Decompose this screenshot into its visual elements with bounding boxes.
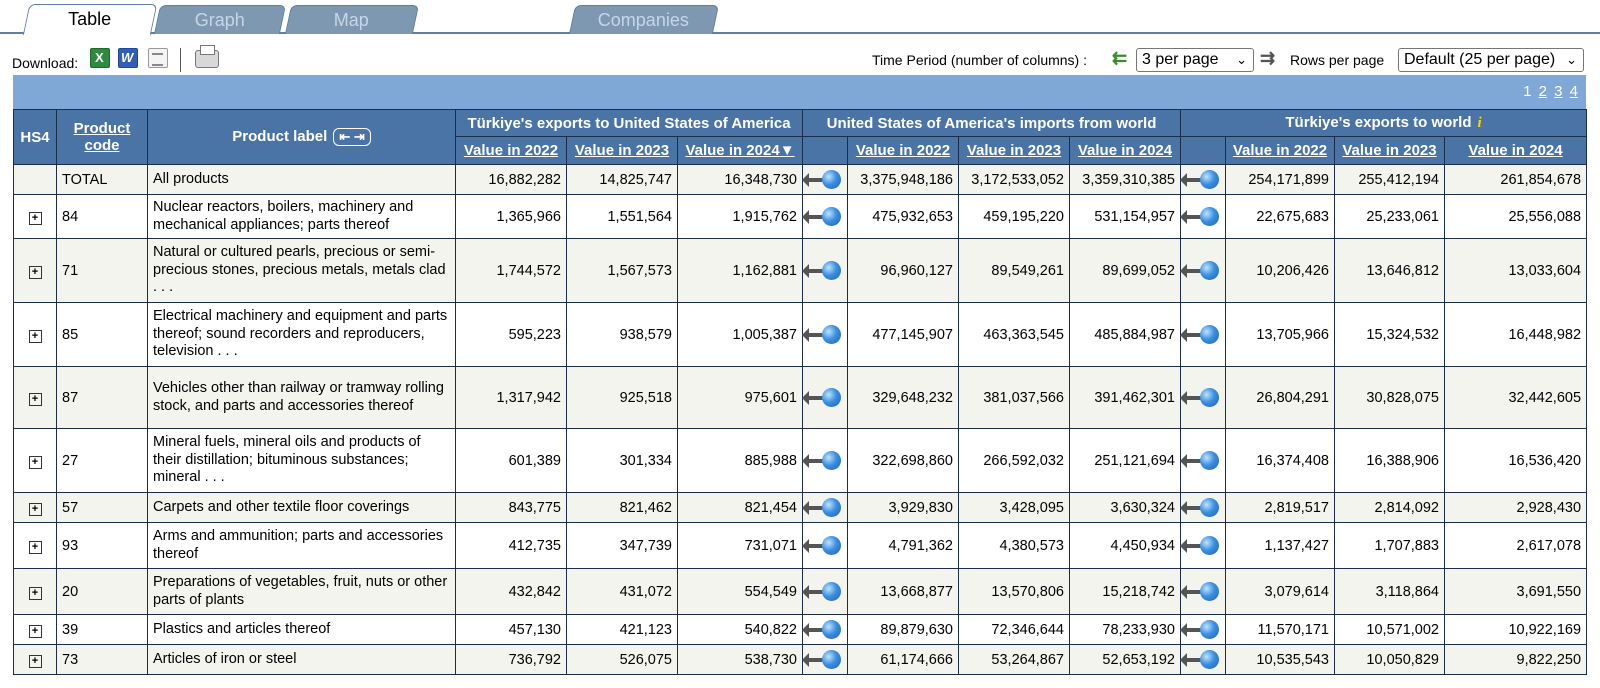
globe-arrow-icon[interactable]: [808, 497, 842, 519]
chevron-down-icon: ⌄: [1236, 52, 1247, 67]
table-body: [14, 165, 1587, 675]
globe-arrow-icon[interactable]: [1186, 581, 1220, 603]
header-product-code[interactable]: Product code: [57, 110, 148, 165]
header-g1-2022[interactable]: Value in 2022: [456, 137, 567, 165]
value-cell: 2,617,078: [1445, 523, 1587, 569]
value-cell: 15,218,742: [1070, 569, 1181, 615]
table-row: [14, 523, 1587, 569]
product-label: Preparations of vegetables, fruit, nuts or other parts of plants: [148, 569, 456, 615]
toolbar: [0, 44, 1600, 74]
value-cell: 3,428,095: [959, 493, 1070, 523]
value-cell: 61,174,666: [848, 645, 959, 675]
value-cell: 938,579: [567, 303, 678, 367]
download-label: Download:: [12, 55, 79, 71]
globe-link-cell: [803, 569, 848, 615]
value-cell: 13,705,966: [1226, 303, 1335, 367]
globe-link-cell: [803, 165, 848, 195]
value-cell: 595,223: [456, 303, 567, 367]
value-cell: 457,130: [456, 615, 567, 645]
value-cell: 4,450,934: [1070, 523, 1181, 569]
expand-plus-icon[interactable]: +: [29, 212, 42, 225]
expand-plus-icon[interactable]: +: [29, 587, 42, 600]
product-code: 57: [57, 493, 148, 523]
value-cell: 843,775: [456, 493, 567, 523]
expand-plus-icon[interactable]: +: [29, 655, 42, 668]
rows-per-page-value: Default (25 per page): [1404, 51, 1556, 68]
value-cell: 16,388,906: [1335, 429, 1445, 493]
value-cell: 13,668,877: [848, 569, 959, 615]
value-cell: 925,518: [567, 367, 678, 429]
pagination: [1520, 83, 1578, 100]
info-icon[interactable]: i: [1477, 115, 1482, 131]
value-cell: 10,922,169: [1445, 615, 1587, 645]
globe-link-cell: [803, 367, 848, 429]
value-cell: 322,698,860: [848, 429, 959, 493]
value-cell: 421,123: [567, 615, 678, 645]
value-cell: 431,072: [567, 569, 678, 615]
product-label: Nuclear reactors, boilers, machinery and mechanical appliances; parts thereof: [148, 195, 456, 239]
globe-link-cell: [1181, 195, 1226, 239]
value-cell: 261,854,678: [1445, 165, 1587, 195]
product-code: 84: [57, 195, 148, 239]
value-cell: 4,791,362: [848, 523, 959, 569]
value-cell: 13,570,806: [959, 569, 1070, 615]
value-cell: 16,448,982: [1445, 303, 1587, 367]
value-cell: 538,730: [678, 645, 803, 675]
globe-link-cell: [803, 493, 848, 523]
value-cell: 4,380,573: [959, 523, 1070, 569]
table-row: [14, 569, 1587, 615]
value-cell: 736,792: [456, 645, 567, 675]
value-cell: 53,264,867: [959, 645, 1070, 675]
value-cell: 10,206,426: [1226, 239, 1335, 303]
value-cell: 3,172,533,052: [959, 165, 1070, 195]
value-cell: 526,075: [567, 645, 678, 675]
print-icon[interactable]: [195, 50, 219, 68]
globe-link-cell: [1181, 523, 1226, 569]
table-row: [14, 493, 1587, 523]
value-cell: 485,884,987: [1070, 303, 1181, 367]
pagination-bar: [13, 75, 1586, 109]
expand-plus-icon[interactable]: +: [29, 503, 42, 516]
value-cell: 255,412,194: [1335, 165, 1445, 195]
value-cell: 96,960,127: [848, 239, 959, 303]
time-period-label: Time Period (number of columns) :: [872, 52, 1087, 68]
value-cell: 16,348,730: [678, 165, 803, 195]
value-cell: 475,932,653: [848, 195, 959, 239]
product-code: 27: [57, 429, 148, 493]
globe-link-cell: [803, 239, 848, 303]
expand-plus-icon[interactable]: +: [29, 393, 42, 406]
value-cell: 459,195,220: [959, 195, 1070, 239]
value-cell: 3,630,324: [1070, 493, 1181, 523]
columns-per-page-value: 3 per page: [1142, 51, 1219, 68]
expand-plus-icon[interactable]: +: [29, 266, 42, 279]
value-cell: 1,317,942: [456, 367, 567, 429]
table-row: [14, 303, 1587, 367]
value-cell: 531,154,957: [1070, 195, 1181, 239]
globe-arrow-icon[interactable]: [1186, 324, 1220, 346]
header-g3-2022[interactable]: Value in 2022: [1226, 137, 1335, 165]
table-row: [14, 615, 1587, 645]
product-label: Electrical machinery and equipment and parts thereof; sound recorders and reproducers, television . . .: [148, 303, 456, 367]
value-cell: 2,928,430: [1445, 493, 1587, 523]
product-code: 73: [57, 645, 148, 675]
value-cell: 540,822: [678, 615, 803, 645]
value-cell: 25,556,088: [1445, 195, 1587, 239]
row-expand-cell: [14, 645, 57, 675]
globe-arrow-icon[interactable]: [1186, 619, 1220, 641]
value-cell: 432,842: [456, 569, 567, 615]
value-cell: 1,005,387: [678, 303, 803, 367]
globe-arrow-icon[interactable]: [808, 206, 842, 228]
value-cell: 885,988: [678, 429, 803, 493]
value-cell: 9,822,250: [1445, 645, 1587, 675]
value-cell: 412,735: [456, 523, 567, 569]
product-code: 87: [57, 367, 148, 429]
value-cell: 89,549,261: [959, 239, 1070, 303]
header-globe-spacer-1: [803, 137, 848, 165]
globe-arrow-icon[interactable]: [1186, 260, 1220, 282]
value-cell: 78,233,930: [1070, 615, 1181, 645]
row-expand-empty: [14, 165, 57, 195]
value-cell: 1,551,564: [567, 195, 678, 239]
globe-link-cell: [1181, 367, 1226, 429]
rows-per-page-label: Rows per page: [1290, 52, 1385, 68]
value-cell: 72,346,644: [959, 615, 1070, 645]
rows-per-page-select[interactable]: [1398, 48, 1584, 72]
value-cell: 30,828,075: [1335, 367, 1445, 429]
next-period-icon[interactable]: ⇉: [1260, 48, 1276, 68]
product-code: 85: [57, 303, 148, 367]
expand-plus-icon[interactable]: +: [29, 625, 42, 638]
value-cell: 251,121,694: [1070, 429, 1181, 493]
value-cell: 16,536,420: [1445, 429, 1587, 493]
globe-arrow-icon[interactable]: [808, 619, 842, 641]
header-g2-2022[interactable]: Value in 2022: [848, 137, 959, 165]
value-cell: 10,535,543: [1226, 645, 1335, 675]
tab-companies[interactable]: [569, 5, 719, 34]
header-g1-2023[interactable]: Value in 2023: [567, 137, 678, 165]
globe-arrow-icon[interactable]: [1186, 497, 1220, 519]
table-row: [14, 367, 1587, 429]
globe-arrow-icon[interactable]: [1186, 535, 1220, 557]
globe-link-cell: [803, 615, 848, 645]
product-label: Arms and ammunition; parts and accessories thereof: [148, 523, 456, 569]
header-g2-2024[interactable]: Value in 2024: [1070, 137, 1181, 165]
header-usa-imports-from-world: United States of America's imports from world: [803, 110, 1181, 137]
view-tabs: [0, 0, 1600, 34]
value-cell: 731,071: [678, 523, 803, 569]
product-label: Carpets and other textile floor coverings: [148, 493, 456, 523]
globe-link-cell: [803, 429, 848, 493]
row-expand-cell: [14, 239, 57, 303]
header-exports-to-usa: Türkiye's exports to United States of America: [456, 110, 803, 137]
row-expand-cell: [14, 303, 57, 367]
toolbar-divider: [180, 48, 181, 72]
excel-download-icon[interactable]: [90, 48, 110, 68]
globe-link-cell: [1181, 429, 1226, 493]
value-cell: 1,707,883: [1335, 523, 1445, 569]
value-cell: 821,454: [678, 493, 803, 523]
row-expand-cell: [14, 569, 57, 615]
value-cell: 89,879,630: [848, 615, 959, 645]
value-cell: 32,442,605: [1445, 367, 1587, 429]
header-g1-2024-sorted[interactable]: [678, 137, 803, 165]
value-cell: 1,162,881: [678, 239, 803, 303]
table-row: [14, 645, 1587, 675]
value-cell: 13,646,812: [1335, 239, 1445, 303]
globe-link-cell: [803, 303, 848, 367]
value-cell: 11,570,171: [1226, 615, 1335, 645]
globe-arrow-icon[interactable]: [808, 324, 842, 346]
value-cell: 821,462: [567, 493, 678, 523]
value-cell: 1,365,966: [456, 195, 567, 239]
globe-arrow-icon[interactable]: [808, 535, 842, 557]
columns-per-page-select[interactable]: [1136, 48, 1254, 72]
value-cell: 601,389: [456, 429, 567, 493]
expand-plus-icon[interactable]: +: [29, 330, 42, 343]
globe-link-cell: [1181, 615, 1226, 645]
header-g2-2023[interactable]: Value in 2023: [959, 137, 1070, 165]
globe-arrow-icon[interactable]: [808, 387, 842, 409]
product-label: Natural or cultured pearls, precious or semi-precious stones, precious metals, metals clad . . .: [148, 239, 456, 303]
value-cell: 329,648,232: [848, 367, 959, 429]
value-cell: 3,079,614: [1226, 569, 1335, 615]
page-link-4[interactable]: 4: [1569, 83, 1578, 100]
table-row: [14, 195, 1587, 239]
table-row: [14, 239, 1587, 303]
value-cell: 3,691,550: [1445, 569, 1587, 615]
globe-link-cell: [803, 523, 848, 569]
value-cell: 1,744,572: [456, 239, 567, 303]
page-link-2[interactable]: 2: [1538, 83, 1547, 100]
value-cell: 89,699,052: [1070, 239, 1181, 303]
tab-table[interactable]: [23, 4, 158, 36]
globe-link-cell: [1181, 569, 1226, 615]
value-cell: 10,571,002: [1335, 615, 1445, 645]
tab-table-label: Table: [68, 9, 112, 29]
value-cell: 477,145,907: [848, 303, 959, 367]
previous-period-icon[interactable]: ⇇: [1112, 48, 1128, 68]
chevron-down-icon: ⌄: [1566, 52, 1577, 67]
page-current: 1: [1523, 83, 1532, 100]
globe-arrow-icon[interactable]: [808, 649, 842, 671]
tab-map-label: Map: [334, 10, 370, 30]
globe-link-cell: [1181, 493, 1226, 523]
globe-link-cell: [803, 645, 848, 675]
row-expand-cell: [14, 195, 57, 239]
value-cell: 975,601: [678, 367, 803, 429]
value-cell: 2,819,517: [1226, 493, 1335, 523]
value-cell: 3,375,948,186: [848, 165, 959, 195]
row-expand-cell: [14, 523, 57, 569]
table-row-total: [14, 165, 1587, 195]
product-code: 20: [57, 569, 148, 615]
product-label: Mineral fuels, mineral oils and products of their distillation; bituminous substances; mineral . . .: [148, 429, 456, 493]
text-download-icon[interactable]: [148, 48, 168, 68]
row-expand-cell: [14, 493, 57, 523]
row-expand-cell: [14, 367, 57, 429]
value-cell: 3,929,830: [848, 493, 959, 523]
value-cell: 3,118,864: [1335, 569, 1445, 615]
globe-link-cell: [1181, 645, 1226, 675]
row-expand-cell: [14, 429, 57, 493]
value-cell: 254,171,899: [1226, 165, 1335, 195]
globe-arrow-icon[interactable]: [808, 169, 842, 191]
sort-desc-icon: ▼: [779, 142, 795, 159]
product-label-sort[interactable]: Product label: [232, 127, 328, 145]
globe-arrow-icon[interactable]: [1186, 387, 1220, 409]
product-code: 93: [57, 523, 148, 569]
header-exports-to-world-label: Türkiye's exports to world: [1285, 114, 1472, 131]
value-cell: 3,359,310,385: [1070, 165, 1181, 195]
value-cell: 391,462,301: [1070, 367, 1181, 429]
globe-arrow-icon[interactable]: [808, 581, 842, 603]
tab-graph[interactable]: [154, 5, 286, 34]
product-code: TOTAL: [57, 165, 148, 195]
globe-arrow-icon[interactable]: [1186, 450, 1220, 472]
tab-graph-label: Graph: [194, 10, 245, 30]
value-cell: 347,739: [567, 523, 678, 569]
globe-arrow-icon[interactable]: [1186, 206, 1220, 228]
value-cell: 10,050,829: [1335, 645, 1445, 675]
value-cell: 266,592,032: [959, 429, 1070, 493]
value-cell: 15,324,532: [1335, 303, 1445, 367]
globe-link-cell: [803, 195, 848, 239]
header-product-label: [148, 110, 456, 165]
value-cell: 1,137,427: [1226, 523, 1335, 569]
header-hs4: HS4: [14, 110, 57, 165]
globe-arrow-icon[interactable]: [808, 260, 842, 282]
globe-arrow-icon[interactable]: [1186, 169, 1220, 191]
value-cell: 2,814,092: [1335, 493, 1445, 523]
value-cell: 381,037,566: [959, 367, 1070, 429]
value-cell: 1,567,573: [567, 239, 678, 303]
tab-map[interactable]: [285, 5, 419, 34]
header-exports-to-world: [1181, 110, 1587, 137]
expand-label-toggle-icon[interactable]: ⇤ ⇥: [333, 128, 370, 146]
expand-plus-icon[interactable]: +: [29, 541, 42, 554]
value-cell: 16,882,282: [456, 165, 567, 195]
product-label: Vehicles other than railway or tramway rolling stock, and parts and accessories thereof: [148, 367, 456, 429]
header-globe-spacer-2: [1181, 137, 1226, 165]
header-g3-2024[interactable]: Value in 2024: [1445, 137, 1587, 165]
trade-table: [13, 109, 1587, 675]
value-cell: 463,363,545: [959, 303, 1070, 367]
product-label: Articles of iron or steel: [148, 645, 456, 675]
value-cell: 26,804,291: [1226, 367, 1335, 429]
value-cell: 301,334: [567, 429, 678, 493]
globe-link-cell: [1181, 239, 1226, 303]
value-cell: 16,374,408: [1226, 429, 1335, 493]
table-row: [14, 429, 1587, 493]
header-g3-2023[interactable]: Value in 2023: [1335, 137, 1445, 165]
value-cell: 1,915,762: [678, 195, 803, 239]
value-cell: 25,233,061: [1335, 195, 1445, 239]
header-g1-2024-label: Value in 2024: [685, 142, 780, 159]
product-code: 71: [57, 239, 148, 303]
row-expand-cell: [14, 615, 57, 645]
value-cell: 13,033,604: [1445, 239, 1587, 303]
value-cell: 554,549: [678, 569, 803, 615]
product-label: All products: [148, 165, 456, 195]
globe-arrow-icon[interactable]: [1186, 649, 1220, 671]
tab-companies-label: Companies: [598, 10, 690, 30]
expand-plus-icon[interactable]: +: [29, 456, 42, 469]
value-cell: 22,675,683: [1226, 195, 1335, 239]
product-code: 39: [57, 615, 148, 645]
globe-link-cell: [1181, 303, 1226, 367]
globe-link-cell: [1181, 165, 1226, 195]
value-cell: 14,825,747: [567, 165, 678, 195]
value-cell: 52,653,192: [1070, 645, 1181, 675]
word-download-icon[interactable]: [118, 48, 138, 68]
product-label: Plastics and articles thereof: [148, 615, 456, 645]
globe-arrow-icon[interactable]: [808, 450, 842, 472]
page-link-3[interactable]: 3: [1554, 83, 1563, 100]
